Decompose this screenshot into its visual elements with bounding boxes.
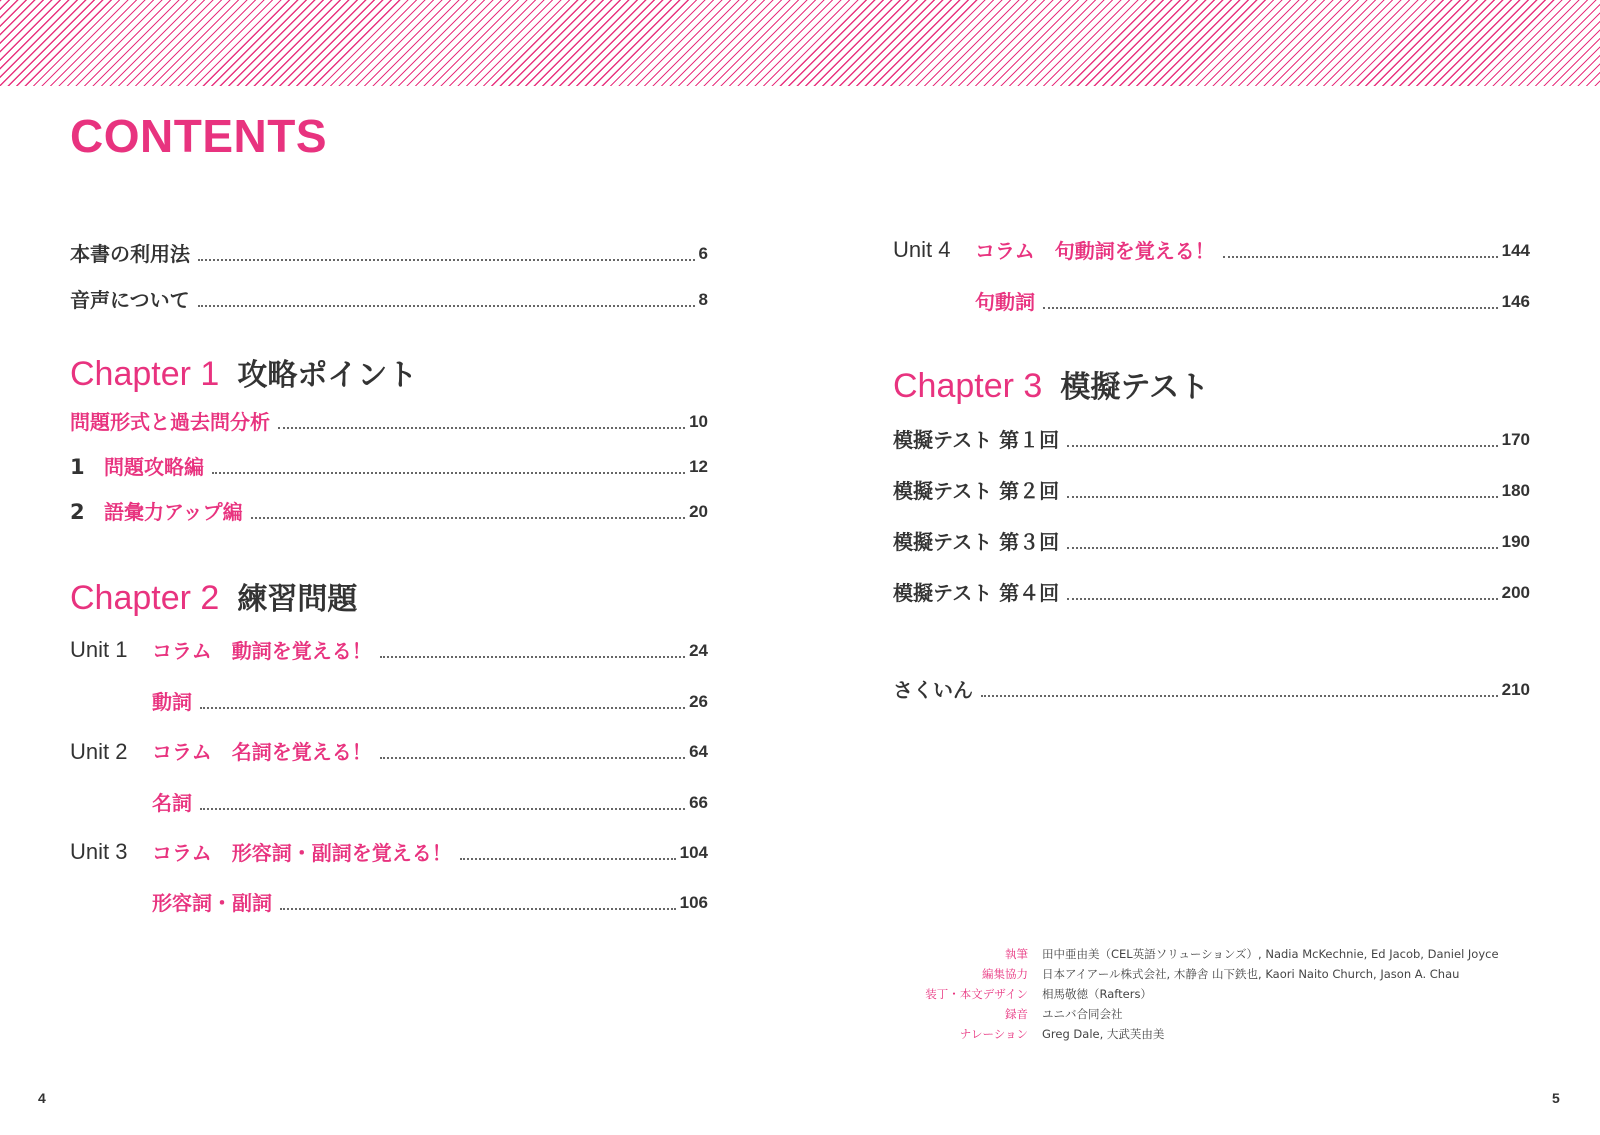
credit-row [860, 1024, 1540, 1044]
toc-page-number: 146 [1501, 292, 1530, 311]
credit-role: ナレーション [959, 1027, 1028, 1041]
toc-entry-label: 模擬テスト 第３回 [893, 530, 1060, 554]
page-number-left: 4 [38, 1090, 46, 1106]
dot-leader [212, 472, 685, 474]
dot-leader [380, 656, 685, 658]
toc-entry-label: 模擬テスト 第２回 [893, 479, 1060, 503]
toc-entry-label: 形容詞・副詞 [152, 891, 272, 915]
toc-entry[interactable] [152, 889, 708, 917]
dot-leader [278, 427, 685, 429]
toc-entry[interactable] [893, 528, 1530, 556]
unit-label: Unit 1 [70, 637, 128, 662]
dot-leader [1067, 445, 1497, 447]
toc-page-number: 66 [689, 793, 708, 812]
dot-leader [198, 259, 695, 261]
toc-entry-index[interactable] [893, 676, 1530, 704]
toc-entry[interactable] [70, 408, 708, 436]
chapter-heading[interactable] [70, 574, 357, 618]
credit-names: 田中亜由美（CEL英語ソリューションズ）, Nadia McKechnie, Ed Jacob, Daniel Joyce [1042, 947, 1499, 961]
chapter-title: 練習問題 [237, 582, 358, 617]
credit-row [860, 944, 1540, 964]
section-number: 2 [70, 500, 85, 524]
toc-entry[interactable] [104, 453, 708, 481]
credit-role: 執筆 [1005, 947, 1028, 961]
toc-page-number: 144 [1501, 241, 1530, 260]
page-number-right: 5 [1552, 1090, 1560, 1106]
chapter-label: Chapter 2 [70, 579, 220, 617]
toc-entry-label: 模擬テスト 第１回 [893, 428, 1060, 452]
toc-entry[interactable] [893, 426, 1530, 454]
toc-page-number: 10 [689, 412, 708, 431]
unit-label: Unit 3 [70, 839, 128, 864]
unit-label: Unit 4 [893, 237, 951, 262]
toc-entry[interactable] [70, 240, 708, 268]
toc-entry-label: 名詞 [152, 791, 192, 815]
toc-entry[interactable] [152, 637, 708, 665]
toc-entry[interactable] [152, 738, 708, 766]
chapter-title: 模擬テスト [1060, 370, 1210, 405]
toc-entry[interactable] [104, 498, 708, 526]
chapter-heading[interactable] [893, 362, 1209, 406]
toc-entry[interactable] [152, 688, 708, 716]
toc-page-number: 6 [698, 244, 708, 263]
dot-leader [380, 757, 685, 759]
chapter-heading[interactable] [70, 350, 417, 394]
toc-page-number: 200 [1501, 583, 1530, 602]
section-number: 1 [70, 455, 85, 479]
dot-leader [1067, 547, 1497, 549]
credit-names: ユニバ合同会社 [1042, 1007, 1123, 1021]
toc-page-number: 180 [1501, 481, 1530, 500]
dot-leader [981, 695, 1498, 697]
credit-role: 編集協力 [982, 967, 1028, 981]
toc-entry-label: 問題形式と過去問分析 [70, 410, 270, 434]
dot-leader [1067, 598, 1497, 600]
toc-page-number: 170 [1501, 430, 1530, 449]
toc-entry-label: 問題攻略編 [104, 455, 204, 479]
toc-page-number: 210 [1501, 680, 1530, 699]
unit-label: Unit 2 [70, 739, 128, 764]
toc-entry-label: 語彙力アップ編 [104, 500, 243, 524]
dot-leader [460, 858, 676, 860]
toc-entry[interactable] [975, 237, 1530, 265]
header-stripe-band [0, 0, 1600, 86]
credit-names: Greg Dale, 大武芙由美 [1042, 1027, 1165, 1041]
toc-page-number: 26 [689, 692, 708, 711]
credit-role: 装丁・本文デザイン [925, 987, 1028, 1001]
toc-page-number: 106 [679, 893, 708, 912]
toc-page-number: 8 [698, 290, 708, 309]
toc-entry-label: 動詞 [152, 690, 192, 714]
chapter-label: Chapter 3 [893, 367, 1043, 405]
toc-entry-label: コラム 句動詞を覚える！ [975, 239, 1215, 263]
toc-page-number: 104 [679, 843, 708, 862]
toc-entry[interactable] [152, 839, 708, 867]
credit-row [860, 1004, 1540, 1024]
dot-leader [251, 517, 685, 519]
dot-leader [1223, 256, 1498, 258]
credit-role: 録音 [1005, 1007, 1028, 1021]
dot-leader [1043, 307, 1498, 309]
dot-leader [198, 305, 695, 307]
toc-page-number: 24 [689, 641, 708, 660]
credit-names: 日本アイアール株式会社, 木静舎 山下鉄也, Kaori Naito Church, Jason A. Chau [1042, 967, 1460, 981]
toc-entry[interactable] [975, 288, 1530, 316]
credit-names: 相馬敬徳（Rafters） [1042, 987, 1152, 1001]
dot-leader [200, 808, 685, 810]
page-title: CONTENTS [70, 110, 327, 162]
toc-page-number: 12 [689, 457, 708, 476]
toc-entry-label: 模擬テスト 第４回 [893, 581, 1060, 605]
dot-leader [280, 908, 676, 910]
toc-entry-label: 音声について [70, 288, 190, 312]
toc-entry-label: さくいん [893, 678, 973, 702]
credit-row [860, 964, 1540, 984]
dot-leader [1067, 496, 1497, 498]
chapter-label: Chapter 1 [70, 355, 220, 393]
toc-page-number: 190 [1501, 532, 1530, 551]
toc-entry[interactable] [152, 789, 708, 817]
toc-entry[interactable] [70, 286, 708, 314]
toc-entry[interactable] [893, 579, 1530, 607]
toc-entry[interactable] [893, 477, 1530, 505]
dot-leader [200, 707, 685, 709]
credit-row [860, 984, 1540, 1004]
toc-entry-label: 句動詞 [975, 290, 1035, 314]
toc-entry-label: コラム 名詞を覚える！ [152, 740, 372, 764]
toc-page-number: 64 [689, 742, 708, 761]
toc-entry-label: コラム 動詞を覚える！ [152, 639, 372, 663]
toc-page-number: 20 [689, 502, 708, 521]
credits-block [860, 944, 1540, 1044]
toc-entry-label: コラム 形容詞・副詞を覚える！ [152, 841, 452, 865]
chapter-title: 攻略ポイント [237, 358, 418, 393]
toc-entry-label: 本書の利用法 [70, 242, 190, 266]
